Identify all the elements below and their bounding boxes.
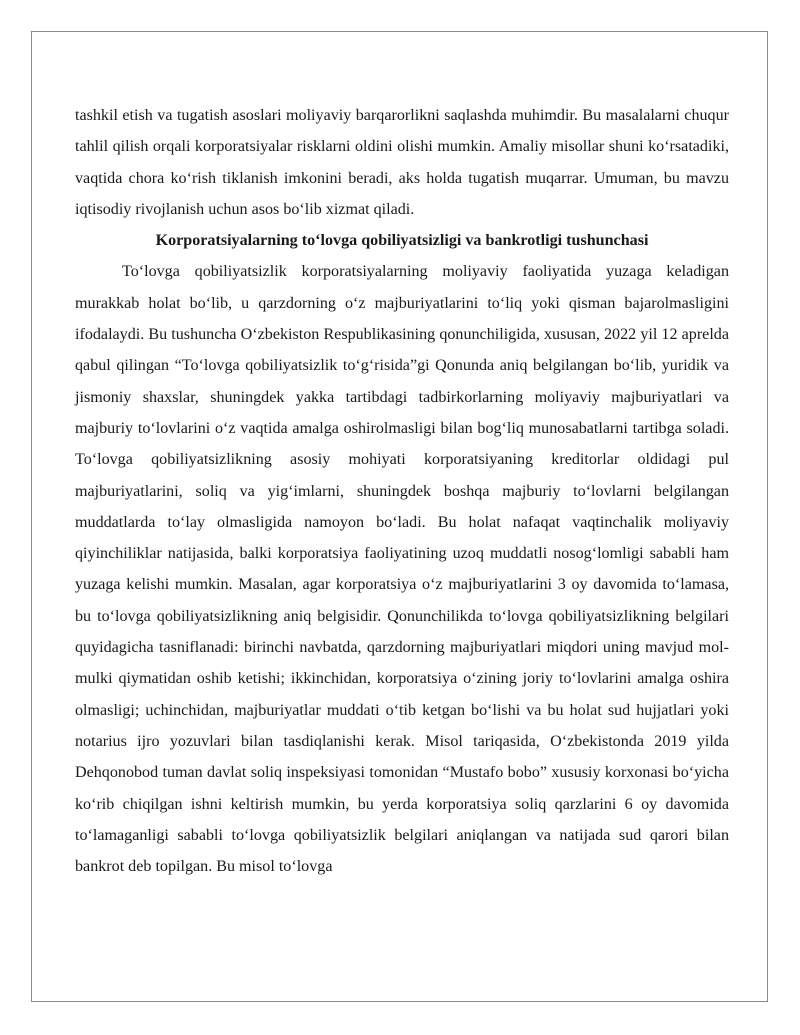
paragraph-continuation: tashkil etish va tugatish asoslari moliyaviy barqarorlikni saqlashda muhimdir. Bu masalalarni chuqur tahlil qilish orqali korporatsiyalar risklarni oldini olishi mumkin. Amaliy misollar shuni ko‘rsatadiki, vaqtida chora ko‘rish tiklanish imkonini beradi, aks holda tugatish muqarrar. Umuman, bu mavzu iqtisodiy rivojlanish uchun asos bo‘lib xizmat qiladi. (75, 107, 729, 218)
page-content (75, 100, 729, 882)
document-page (31, 31, 768, 1002)
section-heading: Korporatsiyalarning to‘lovga qobiliyatsizligi va bankrotligi tushunchasi (155, 232, 649, 250)
paragraph-insolvency-concept: To‘lovga qobiliyatsizlik korporatsiyalarning moliyaviy faoliyatida yuzaga keladigan murakkab holat bo‘lib, u qarzdorning o‘z majburiyatlarini to‘liq yoki qisman bajarolmasligini ifodalaydi. Bu tushuncha O‘zbekiston Respublikasining qonunchiligida, xususan, 2022 yil 12 aprelda qabul qilingan “To‘lovga qobiliyatsizlik to‘g‘risida”gi Qonunda aniq belgilangan bo‘lib, yuridik va jismoniy shaxslar, shuningdek yakka tartibdagi tadbirkorlarning moliyaviy majburiyatlari va majburiy to‘lovlarini o‘z vaqtida amalga oshirolmasligi bilan bog‘liq munosabatlarni tartibga soladi. To‘lovga qobiliyatsizlikning asosiy mohiyati korporatsiyaning kreditorlar oldidagi pul majburiyatlarini, soliq va yig‘imlarni, shuningdek boshqa majburiy to‘lovlarni belgilangan muddatlarda to‘lay olmasligida namoyon bo‘ladi. Bu holat nafaqat vaqtinchalik moliyaviy qiyinchiliklar natijasida, balki korporatsiya faoliyatining uzoq muddatli nosog‘lomligi sababli ham yuzaga kelishi mumkin. Masalan, agar korporatsiya o‘z majburiyatlarini 3 oy davomida to‘lamasa, bu to‘lovga qobiliyatsizlikning aniq belgisidir. Qonunchilikda to‘lovga qobiliyatsizlikning belgilari quyidagicha tasniflanadi: birinchi navbatda, qarzdorning majburiyatlari miqdori uning mavjud mol-mulki qiymatidan oshib ketishi; ikkinchidan, korporatsiya o‘zining joriy to‘lovlarini amalga oshira olmasligi; uchinchidan, majburiyatlar muddati o‘tib ketgan bo‘lishi va bu holat sud hujjatlari yoki notarius ijro yozuvlari bilan tasdiqlanishi kerak. Misol tariqasida, O‘zbekistonda 2019 yilda Dehqonobod tuman davlat soliq inspeksiyasi tomonidan “Mustafo bobo” xususiy korxonasi bo‘yicha ko‘rib chiqilgan ishni keltirish mumkin, bu yerda korporatsiya soliq qarzlarini 6 oy davomida to‘lamaganligi sababli to‘lovga qobiliyatsizlik belgilari aniqlangan va natijada sud qarori bilan bankrot deb topilgan. Bu misol to‘lovga (75, 263, 729, 876)
